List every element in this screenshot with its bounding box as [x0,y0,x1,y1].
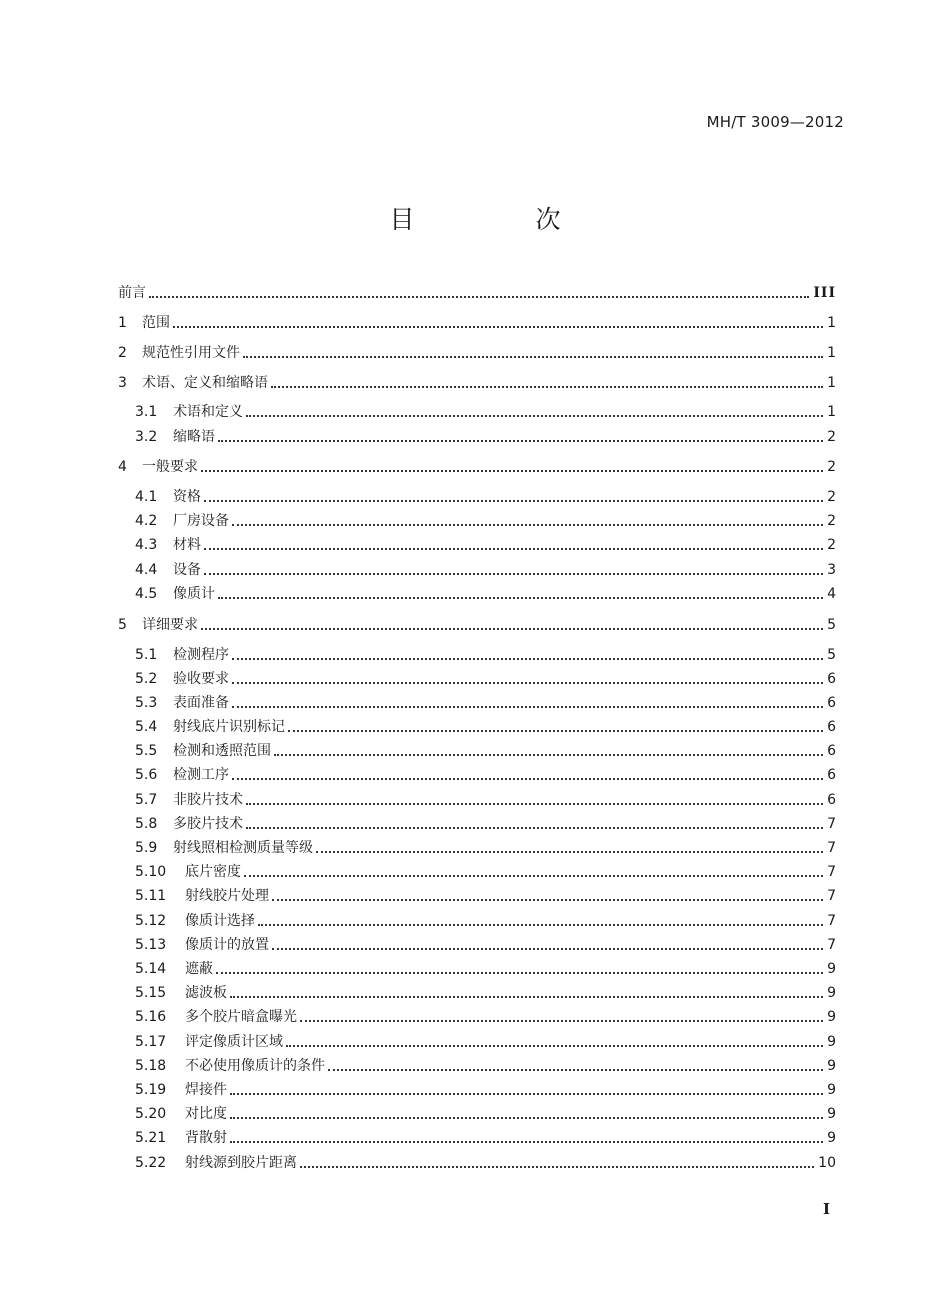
toc-leader-dots [272,948,823,950]
toc-entry-page: 1 [827,404,836,420]
toc-entry-number: 5.9 [135,840,158,856]
toc-entry-number: 4 [118,459,127,475]
toc-leader-dots [246,803,823,805]
toc-entry-number: 5.18 [135,1058,167,1074]
toc-entry-page: 5 [827,647,836,663]
toc-entry-label: 厂房设备 [173,513,229,529]
toc-entry-label: 范围 [142,315,170,331]
toc-entry-page: 9 [827,1106,836,1122]
toc-leader-dots [246,827,823,829]
toc-entry-number: 5.10 [135,864,167,880]
toc-entry[interactable] [135,535,836,555]
toc-entry[interactable] [135,983,836,1003]
toc-leader-dots [243,356,823,358]
toc-leader-dots [288,730,823,732]
toc-entry-page: 1 [827,375,836,391]
toc-entry-page: 9 [827,1082,836,1098]
toc-leader-dots [328,1069,823,1071]
toc-leader-dots [149,296,809,298]
toc-entry-page: 2 [827,459,836,475]
toc-entry-page: 7 [827,913,836,929]
toc-leader-dots [232,778,823,780]
toc-entry-number: 5.13 [135,937,167,953]
toc-entry-page: 7 [827,888,836,904]
toc-leader-dots [286,1045,823,1047]
toc-leader-dots [271,386,823,388]
toc-entry[interactable] [135,427,836,447]
toc-entry[interactable] [135,645,836,665]
toc-entry-number: 5.19 [135,1082,167,1098]
toc-entry-page: 7 [827,816,836,832]
toc-entry[interactable] [135,935,836,955]
toc-entry-label: 术语、定义和缩略语 [142,375,268,391]
toc-entry-page: 5 [827,617,836,633]
toc-entry-number: 3.1 [135,404,158,420]
toc-entry-label: 射线胶片处理 [185,888,269,904]
toc-leader-dots [246,415,823,417]
toc-entry[interactable] [135,838,836,858]
toc-entry[interactable] [135,402,836,422]
toc-entry-number: 5.3 [135,695,158,711]
toc-entry-label: 评定像质计区域 [185,1034,283,1050]
toc-leader-dots [232,706,823,708]
toc-leader-dots [230,996,823,998]
toc-entry-page: 6 [827,792,836,808]
toc-entry-number: 5.6 [135,767,158,783]
toc-entry-label: 规范性引用文件 [142,345,240,361]
toc-entry-number: 4.1 [135,489,158,505]
toc-leader-dots [204,500,823,502]
toc-entry-label: 表面准备 [173,695,229,711]
toc-entry-label: 前言 [118,285,146,301]
toc-entry[interactable] [135,1104,836,1124]
toc-entry-page: III [813,285,836,301]
toc-entry[interactable] [118,615,836,635]
toc-entry[interactable] [118,343,836,363]
toc-entry-number: 5.4 [135,719,158,735]
toc-entry-number: 5 [118,617,127,633]
toc-entry-label: 检测和透照范围 [173,743,271,759]
toc-entry-label: 背散射 [185,1130,227,1146]
toc-entry-number: 4.4 [135,562,158,578]
toc-leader-dots [204,573,823,575]
toc-entry[interactable] [135,669,836,689]
toc-entry-page: 2 [827,513,836,529]
toc-entry-number: 5.21 [135,1130,167,1146]
toc-entry-number: 5.1 [135,647,158,663]
toc-entry-page: 10 [818,1155,836,1171]
toc-entry-number: 1 [118,315,127,331]
toc-entry[interactable] [135,862,836,882]
toc-entry-page: 2 [827,489,836,505]
toc-entry-number: 4.2 [135,513,158,529]
toc-entry-label: 缩略语 [173,429,215,445]
toc-entry-page: 6 [827,671,836,687]
toc-leader-dots [232,682,823,684]
toc-entry-number: 5.8 [135,816,158,832]
toc-entry[interactable] [118,457,836,477]
toc-entry-page: 2 [827,537,836,553]
toc-leader-dots [173,326,823,328]
toc-entry-number: 3.2 [135,429,158,445]
toc-entry-label: 底片密度 [185,864,241,880]
footer-page-number: I [822,1200,830,1218]
toc-entry-page: 1 [827,315,836,331]
toc-entry[interactable] [135,765,836,785]
toc-entry-label: 非胶片技术 [173,792,243,808]
toc-entry-label: 术语和定义 [173,404,243,420]
toc-entry[interactable] [135,1007,836,1027]
toc-entry-page: 6 [827,743,836,759]
toc-leader-dots [232,658,823,660]
toc-entry[interactable] [118,313,836,333]
toc-entry-page: 4 [827,586,836,602]
toc-title: 目 次 [389,205,609,234]
toc-entry-label: 像质计选择 [185,913,255,929]
toc-entry-label: 详细要求 [142,617,198,633]
toc-entry[interactable] [135,584,836,604]
toc-entry[interactable] [135,1128,836,1148]
toc-entry-label: 材料 [173,537,201,553]
toc-entry-number: 5.5 [135,743,158,759]
toc-entry-label: 验收要求 [173,671,229,687]
toc-leader-dots [204,548,823,550]
toc-entry-label: 检测工序 [173,767,229,783]
toc-entry-label: 不必使用像质计的条件 [185,1058,325,1074]
toc-entry-number: 4.5 [135,586,158,602]
toc-entry[interactable] [135,814,836,834]
toc-entry[interactable] [118,373,836,393]
toc-leader-dots [244,875,823,877]
toc-entry[interactable] [135,959,836,979]
toc-entry-page: 6 [827,719,836,735]
toc-entry[interactable] [135,511,836,531]
toc-leader-dots [274,754,823,756]
toc-entry[interactable] [135,1032,836,1052]
toc-entry-label: 焊接件 [185,1082,227,1098]
toc-entry-number: 5.11 [135,888,167,904]
toc-entry-page: 3 [827,562,836,578]
toc-entry-page: 9 [827,961,836,977]
toc-entry-page: 6 [827,695,836,711]
toc-entry-number: 5.22 [135,1155,167,1171]
toc-leader-dots [216,972,823,974]
toc-leader-dots [218,597,823,599]
toc-entry-label: 射线源到胶片距离 [185,1155,297,1171]
toc-leader-dots [258,924,823,926]
toc-entry[interactable] [135,790,836,810]
toc-entry[interactable] [135,911,836,931]
toc-entry-number: 5.14 [135,961,167,977]
toc-entry-page: 7 [827,937,836,953]
toc-entry[interactable] [135,1153,836,1173]
toc-entry-page: 7 [827,840,836,856]
toc-entry-label: 资格 [173,489,201,505]
toc-entry-page: 7 [827,864,836,880]
toc-entry-label: 设备 [173,562,201,578]
toc-entry-label: 对比度 [185,1106,227,1122]
toc-entry-page: 2 [827,429,836,445]
toc-entry-page: 9 [827,1130,836,1146]
toc-entry-label: 滤波板 [185,985,227,1001]
toc-entry[interactable] [118,283,836,303]
toc-entry-label: 射线照相检测质量等级 [173,840,313,856]
toc-leader-dots [230,1093,823,1095]
toc-entry-page: 6 [827,767,836,783]
toc-entry-label: 遮蔽 [185,961,213,977]
toc-entry-label: 多个胶片暗盒曝光 [185,1009,297,1025]
toc-entry-page: 9 [827,1009,836,1025]
toc-entry-number: 5.20 [135,1106,167,1122]
toc-leader-dots [300,1166,814,1168]
toc-entry-page: 9 [827,1034,836,1050]
toc-entry-label: 多胶片技术 [173,816,243,832]
toc-leader-dots [300,1020,823,1022]
toc-entry-number: 3 [118,375,127,391]
toc-leader-dots [272,899,823,901]
toc-entry-number: 5.12 [135,913,167,929]
toc-entry-number: 5.15 [135,985,167,1001]
toc-leader-dots [201,470,823,472]
toc-entry[interactable] [135,717,836,737]
toc-leader-dots [218,440,823,442]
toc-entry-page: 9 [827,985,836,1001]
toc-leader-dots [230,1141,823,1143]
toc-entry[interactable] [135,487,836,507]
toc-leader-dots [232,524,823,526]
toc-entry-page: 9 [827,1058,836,1074]
toc-entry[interactable] [135,1080,836,1100]
toc-entry-number: 5.17 [135,1034,167,1050]
standard-code: MH/T 3009—2012 [706,113,844,131]
toc-entry[interactable] [135,741,836,761]
toc-entry-number: 2 [118,345,127,361]
toc-entry[interactable] [135,560,836,580]
toc-entry[interactable] [135,1056,836,1076]
toc-entry-label: 一般要求 [142,459,198,475]
toc-leader-dots [230,1117,823,1119]
toc-leader-dots [201,628,823,630]
toc-entry-number: 5.16 [135,1009,167,1025]
toc-entry[interactable] [135,693,836,713]
toc-entry[interactable] [135,886,836,906]
toc-entry-page: 1 [827,345,836,361]
toc-entry-number: 4.3 [135,537,158,553]
toc-leader-dots [316,851,823,853]
toc-entry-label: 射线底片识别标记 [173,719,285,735]
toc-entry-label: 像质计的放置 [185,937,269,953]
toc-entry-number: 5.7 [135,792,158,808]
toc-entry-label: 像质计 [173,586,215,602]
toc-entry-label: 检测程序 [173,647,229,663]
toc-entry-number: 5.2 [135,671,158,687]
